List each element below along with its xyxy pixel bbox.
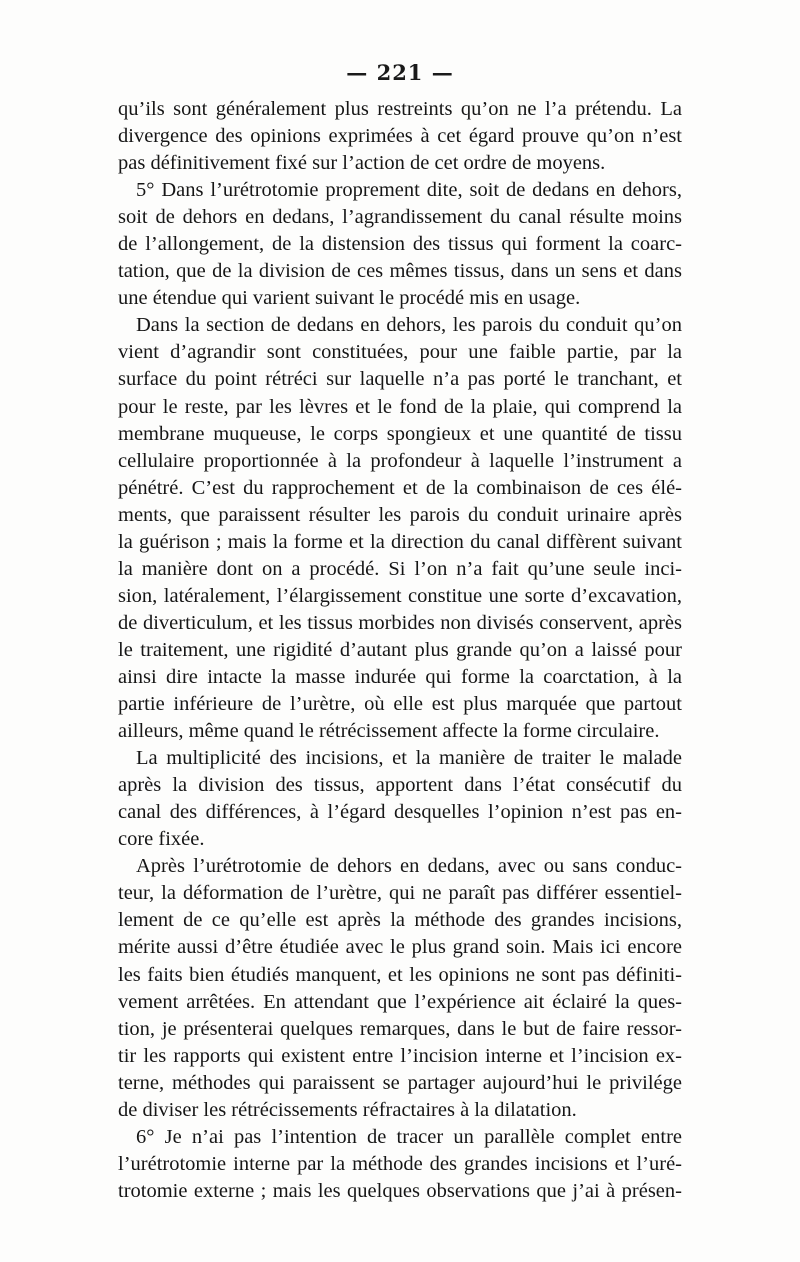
text-line: vement arrêtées. En attendant que l’expérience ait éclairé la ques- [118,990,682,1013]
text-line: tir les rapports qui existent entre l’incision interne et l’incision ex- [118,1044,682,1067]
text-line: partie inférieure de l’urètre, où elle est plus marquée que partout [118,693,682,716]
text-line: vient d’agrandir sont constituées, pour une faible partie, par la [118,341,682,364]
text-line: lement de ce qu’elle est après la méthode des grandes incisions, [118,909,682,932]
text-line: mérite aussi d’être étudiée avec le plus grand soin. Mais ici encore [118,936,682,959]
text-line: l’urétrotomie interne par la méthode des grandes incisions et l’uré- [118,1152,682,1175]
text-line: teur, la déformation de l’urètre, qui ne paraît pas différer essentiel- [118,882,682,905]
text-line: ments, que paraissent résulter les parois du conduit urinaire après [118,503,682,526]
text-line: de diverticulum, et les tissus morbides non divisés conservent, après [118,611,682,634]
text-line: cellulaire proportionnée à la profondeur à laquelle l’instrument a [118,449,682,472]
text-line: de l’allongement, de la distension des tissus qui forment la coarc- [118,233,682,256]
text-line: Dans la section de dedans en dehors, les parois du conduit qu’on [136,314,682,337]
text-line: ainsi dire intacte la masse indurée qui forme la coarctation, à la [118,665,682,688]
text-line: pénétré. C’est du rapprochement et de la combinaison de ces élé- [118,476,682,499]
text-line: trotomie externe ; mais les quelques observations que j’ai à présen- [118,1179,682,1202]
text-line: la guérison ; mais la forme et la direction du canal diffèrent suivant [118,530,682,553]
text-line: soit de dehors en dedans, l’agrandissement du canal résulte moins [118,206,682,229]
text-line: après la division des tissus, apportent dans l’état consécutif du [118,774,682,797]
text-line: Après l’urétrotomie de dehors en dedans, avec ou sans conduc- [136,855,682,878]
text-line: le traitement, une rigidité d’autant plus grande qu’on a laissé pour [118,638,682,661]
text-line: tion, je présenterai quelques remarques, dans le but de faire ressor- [118,1017,682,1040]
page-number: — 221 — [346,60,454,85]
body-text [118,96,682,1205]
text-line: une étendue qui varient suivant le procédé mis en usage. [118,287,581,310]
text-line: membrane muqueuse, le corps spongieux et une quantité de tissu [118,422,682,445]
text-line: la manière dont on a procédé. Si l’on n’a fait qu’une seule inci- [118,557,682,580]
text-line: La multiplicité des incisions, et la manière de traiter le malade [136,747,682,770]
text-line: terne, méthodes qui paraissent se partager aujourd’hui le privilége [118,1071,682,1094]
text-line: qu’ils sont généralement plus restreints qu’on ne l’a prétendu. La [118,98,682,120]
text-line: les faits bien étudiés manquent, et les opinions ne sont pas définiti- [118,963,682,986]
text-line: pas définitivement fixé sur l’action de cet ordre de moyens. [118,152,606,175]
text-line: de diviser les rétrécissements réfractaires à la dilatation. [118,1098,577,1121]
text-line: divergence des opinions exprimées à cet égard prouve qu’on n’est [118,125,682,148]
text-line: core fixée. [118,828,205,851]
text-line: 6° Je n’ai pas l’intention de tracer un parallèle complet entre [136,1125,682,1148]
text-line: 5° Dans l’urétrotomie proprement dite, soit de dedans en dehors, [136,179,682,202]
text-line: ailleurs, même quand le rétrécissement affecte la forme circulaire. [118,720,660,743]
text-line: pour le reste, par les lèvres et le fond de la plaie, qui comprend la [118,395,682,418]
text-line: tation, que de la division de ces mêmes tissus, dans un sens et dans [118,260,682,283]
text-line: sion, latéralement, l’élargissement constitue une sorte d’excavation, [118,584,682,607]
text-line: canal des différences, à l’égard desquelles l’opinion n’est pas en- [118,801,682,824]
text-line: surface du point rétréci sur laquelle n’a pas porté le tranchant, et [118,368,682,391]
